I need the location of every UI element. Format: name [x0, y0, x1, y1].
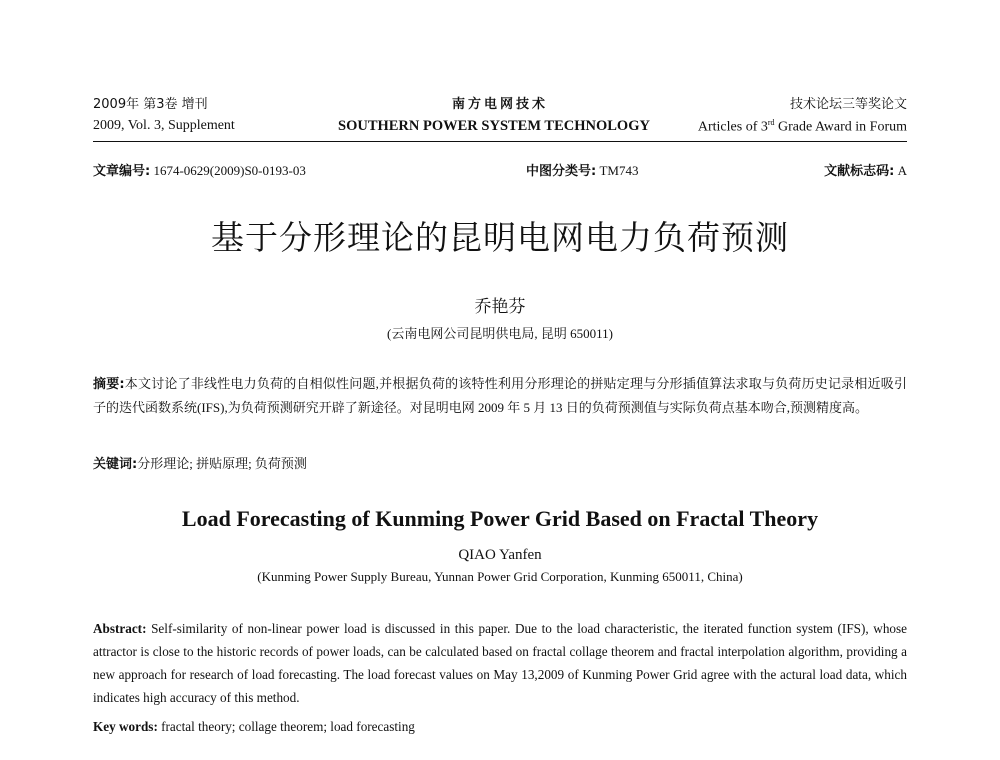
- award-cn: 技术论坛三等奖论文: [789, 97, 907, 112]
- issue-cn: 2009年 第3卷 增刊: [93, 97, 208, 112]
- abstract-text-en: Self-similarity of non-linear power load is discussed in this paper. Due to the load characteristic, the iterated function system (IFS), whose attractor is close to the historic records of power loads, can be calculated based on fractal collage theorem and fractal interpolation algorithm, providing a new approach for research of load forecasting. The load forecast values on May 13,2009 of Kunming Power Grid agree with the actural load data, which indicates high accuracy of this method.: [93, 621, 907, 705]
- keywords-en: [93, 719, 907, 735]
- abstract-label-cn: 摘要:: [93, 377, 125, 392]
- keywords-label-en: Key words:: [93, 719, 158, 734]
- award-en: Articles of 3rd Grade Award in Forum: [697, 118, 907, 135]
- keywords-text-en: fractal theory; collage theorem; load forecasting: [157, 719, 415, 734]
- author-en: QIAO Yanfen: [458, 547, 542, 563]
- page-title-cn: 基于分形理论的昆明电网电力负荷预测: [211, 218, 789, 257]
- abstract-en: [93, 617, 907, 709]
- keywords-label-cn: 关键词:: [93, 457, 138, 472]
- header-rule: [93, 141, 907, 142]
- article-number: 文章编号: 1674-0629(2009)S0-0193-03: [93, 163, 306, 179]
- abstract-cn: [93, 373, 907, 419]
- abstract-label-en: Abstract:: [93, 621, 147, 636]
- document-code: 文献标志码: A: [824, 163, 907, 179]
- issue-en: 2009, Vol. 3, Supplement: [93, 118, 235, 133]
- keywords-cn: [93, 453, 907, 472]
- journal-name-cn: 南方电网技术: [451, 97, 548, 112]
- journal-name-en: SOUTHERN POWER SYSTEM TECHNOLOGY: [338, 118, 650, 134]
- keywords-text-cn: 分形理论; 拼贴原理; 负荷预测: [137, 456, 307, 471]
- clc-number: 中图分类号: TM743: [526, 163, 639, 179]
- affiliation-cn: (云南电网公司昆明供电局, 昆明 650011): [387, 326, 613, 341]
- page-title-en: Load Forecasting of Kunming Power Grid Based on Fractal Theory: [181, 506, 819, 531]
- affiliation-en: (Kunming Power Supply Bureau, Yunnan Power Grid Corporation, Kunming 650011, China): [257, 569, 743, 584]
- abstract-text-cn: 本文讨论了非线性电力负荷的自相似性问题,并根据负荷的该特性利用分形理论的拼贴定理与分形插值算法求取与负荷历史记录相近吸引子的迭代函数系统(IFS),为负荷预测研究开辟了新途径。对昆明电网 2009 年 5 月 13 日的负荷预测值与实际负荷点基本吻合,预测精度高。: [93, 376, 907, 415]
- author-cn: 乔艳芬: [474, 297, 526, 317]
